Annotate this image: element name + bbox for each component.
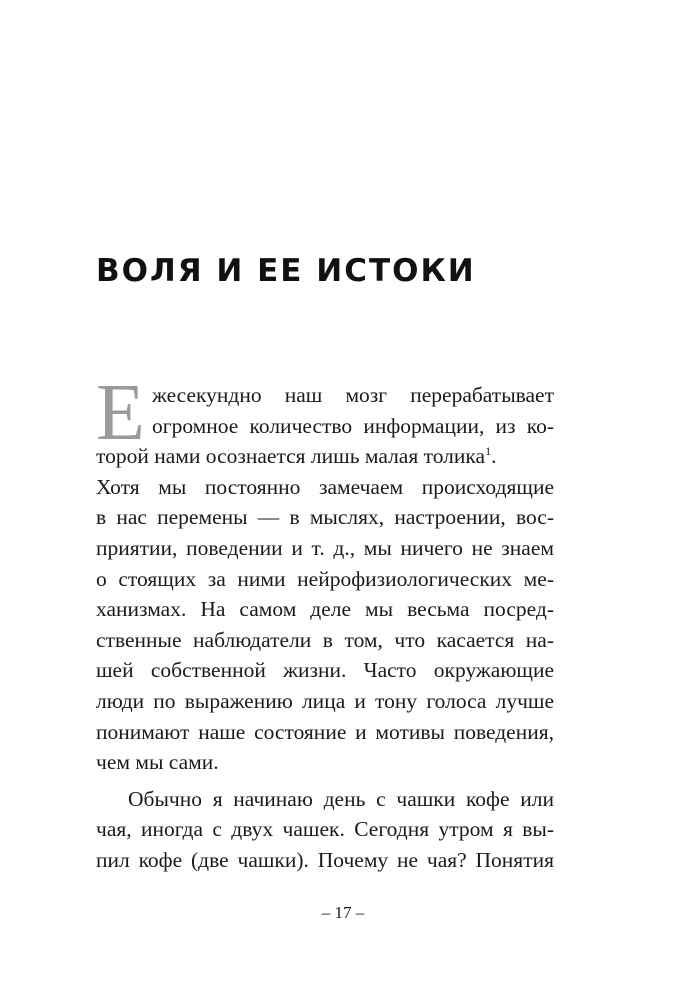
text-line: жесекундно наш мозг перерабатывает — [152, 383, 554, 407]
body-text — [96, 369, 554, 876]
text-line: ханизмах. На самом деле мы весьма посред- — [96, 597, 554, 622]
text-line-punct: . — [491, 444, 497, 469]
text-line: огромное количество информации, из ко- — [152, 413, 554, 438]
chapter-title: ВОЛЯ И ЕЕ ИСТОКИ — [96, 253, 476, 289]
text-line: понимают наше состояние и мотивы поведения, — [96, 719, 554, 744]
text-line: ственные наблюдатели в том, что касается на- — [96, 627, 554, 652]
drop-cap: Е — [96, 369, 145, 457]
text-line — [96, 441, 554, 472]
text-line: люди по выражению лица и тону голоса лучше — [96, 688, 554, 713]
text-line: о стоящих за ними нейрофизиологических ме- — [96, 566, 554, 591]
text-line: Хотя мы постоянно замечаем происходящие — [96, 474, 554, 499]
text-line-content: торой нами осознается лишь малая толика — [96, 444, 486, 469]
text-line: чая, иногда с двух чашек. Сегодня утром я вы- — [96, 817, 554, 842]
text-line: приятии, поведении и т. д., мы ничего не знаем — [96, 535, 554, 560]
page-number: – 17 – — [321, 903, 365, 922]
text-line: Обычно я начинаю день с чашки кофе или — [128, 786, 554, 811]
text-line: в нас перемены — в мыслях, настроении, вос- — [96, 505, 554, 530]
footnote-marker[interactable]: 1 — [485, 444, 492, 459]
text-line: шей собственной жизни. Часто окружающие — [96, 658, 554, 683]
text-line: пил кофе (две чашки). Почему не чая? Понятия — [96, 847, 554, 872]
text-line: чем мы сами. — [96, 750, 219, 775]
